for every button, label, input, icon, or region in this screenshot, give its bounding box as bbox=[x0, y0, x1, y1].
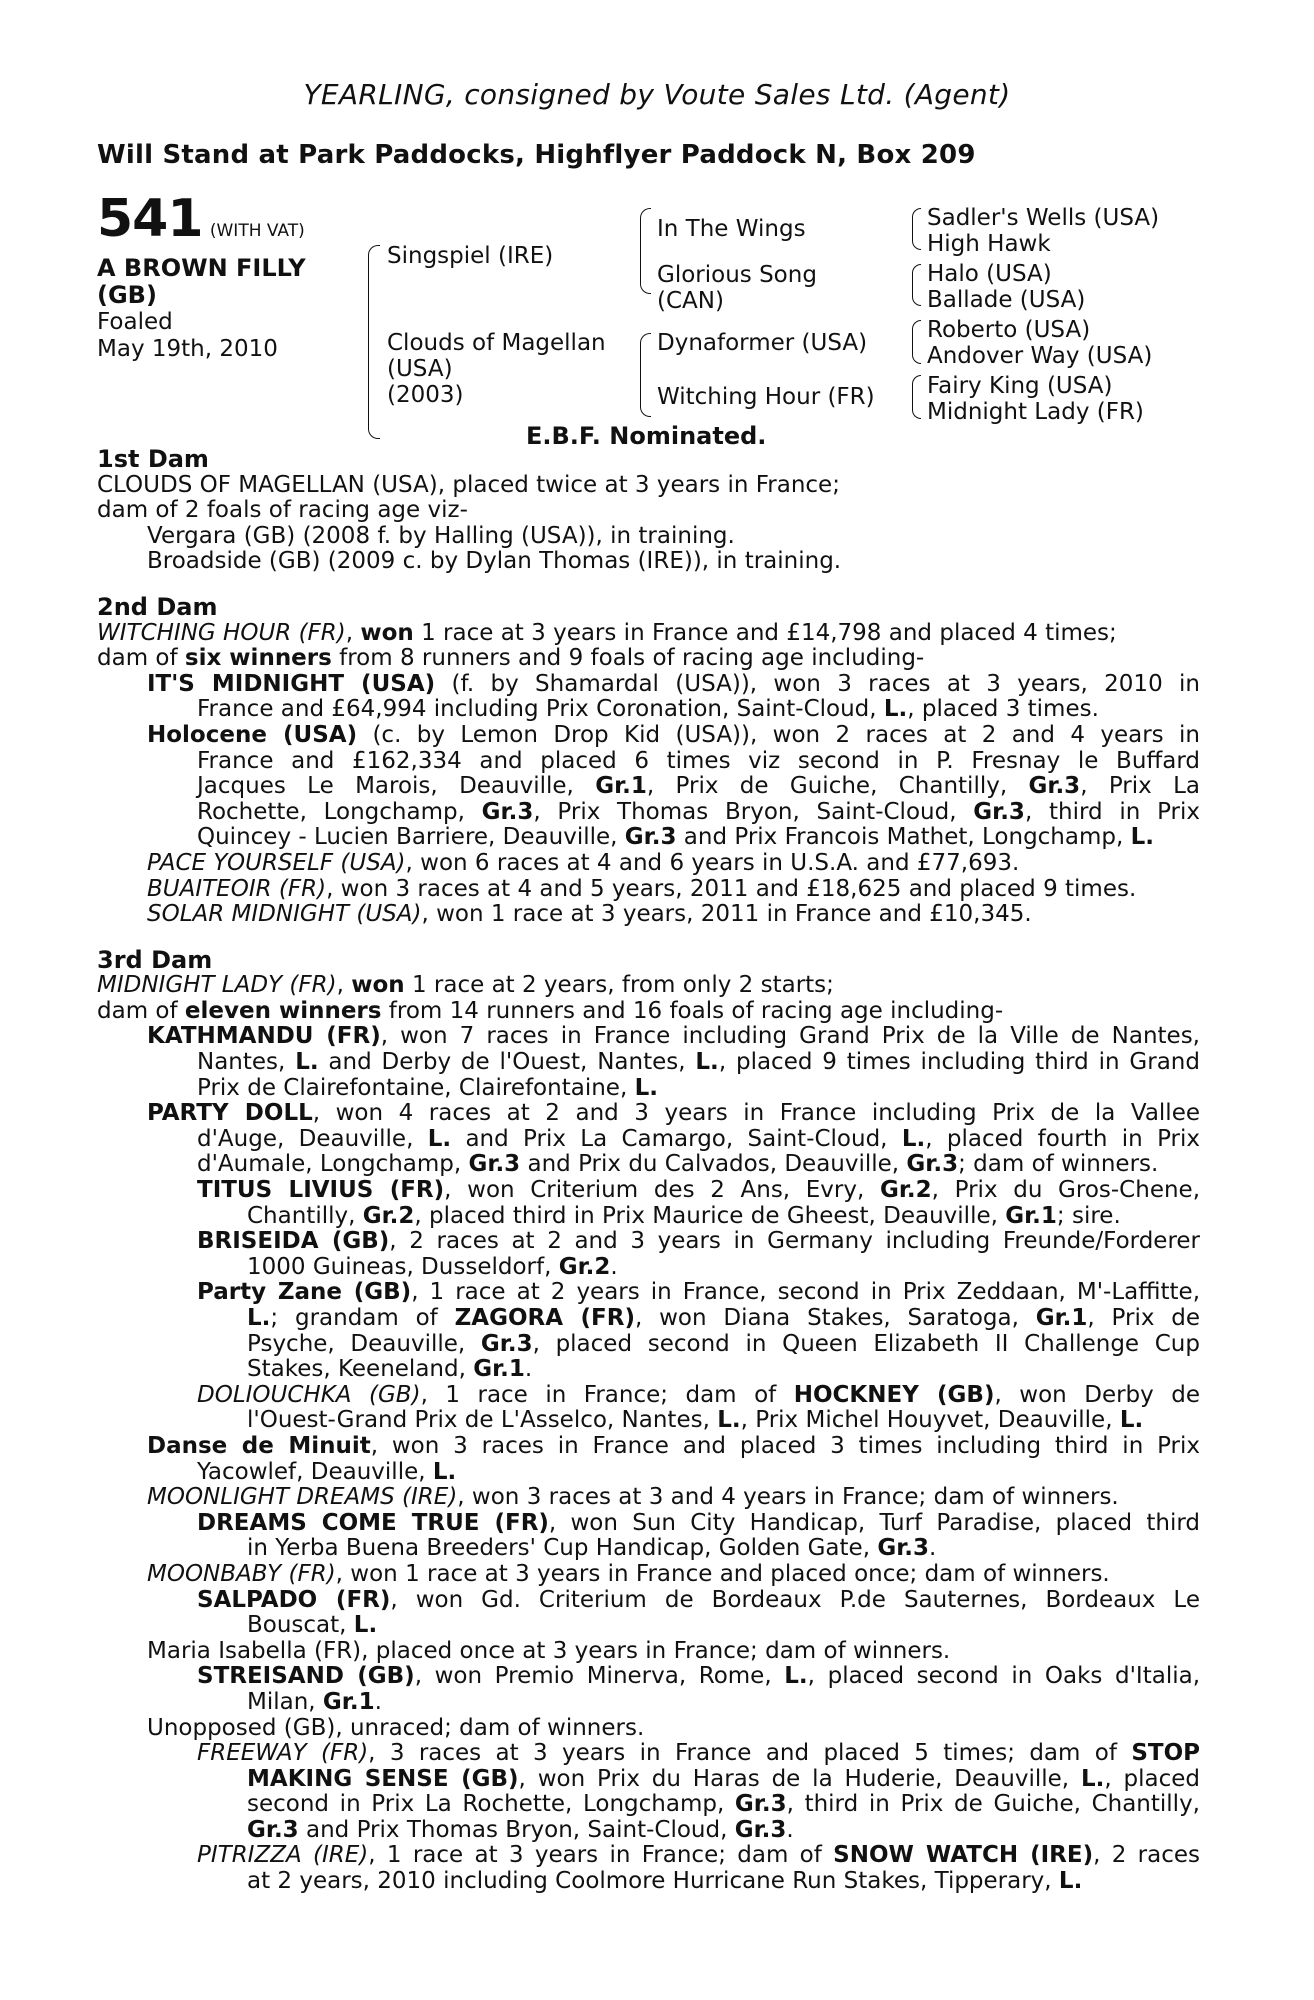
lot-number: 541 bbox=[97, 189, 203, 249]
brace-sire bbox=[640, 208, 651, 294]
text-run: , won Diana Stakes, Saratoga, bbox=[635, 1305, 1036, 1331]
text-run: , placed third in Prix Maurice de Gheest, Deauville, bbox=[414, 1202, 1006, 1229]
brace-dam bbox=[640, 333, 651, 417]
foaled-label: Foaled bbox=[97, 309, 173, 335]
text-run: dam of bbox=[97, 645, 185, 672]
text-line bbox=[97, 1536, 1200, 1562]
text-run: Gr.3 bbox=[906, 1151, 959, 1178]
text-run: MOONBABY (FR) bbox=[147, 1560, 336, 1587]
text-run: Gr.3 bbox=[480, 1330, 533, 1357]
text-run: SNOW WATCH (IRE) bbox=[833, 1842, 1094, 1869]
ped-gg1: Sadler's Wells (USA) bbox=[927, 205, 1160, 231]
text-run: Jacques Le Marois, Deauville, bbox=[197, 773, 596, 800]
text-run: MAKING SENSE (GB) bbox=[247, 1765, 519, 1792]
text-run: , 3 races at 3 years in France and placed 5 times; dam of bbox=[368, 1740, 1132, 1767]
ped-dam-dam: Witching Hour (FR) bbox=[657, 384, 875, 410]
text-line bbox=[97, 1383, 1200, 1409]
text-run: Vergara (GB) (2008 f. by Halling (USA)), in training. bbox=[147, 522, 735, 549]
text-run: , won 1 race at 3 years, 2011 in France and £10,345. bbox=[421, 901, 1032, 928]
text-run: , won Criterium des 2 Ans, Evry, bbox=[444, 1177, 880, 1204]
text-run: . bbox=[929, 1535, 937, 1562]
text-line bbox=[97, 1767, 1200, 1793]
text-line bbox=[97, 1229, 1200, 1255]
text-run: Unopposed (GB), unraced; dam of winners. bbox=[147, 1714, 645, 1741]
text-line bbox=[97, 1741, 1200, 1767]
lot-description-line1: A BROWN FILLY bbox=[97, 254, 306, 282]
text-run: won bbox=[351, 972, 405, 999]
text-run: L. bbox=[883, 696, 908, 723]
brace-gg4 bbox=[912, 375, 921, 419]
text-run: Gr.3 bbox=[1028, 773, 1081, 800]
ped-gg2: High Hawk bbox=[927, 231, 1051, 257]
text-run: France and £64,994 including Prix Coronation, Saint-Cloud, bbox=[197, 696, 884, 723]
text-run: Gr.1 bbox=[322, 1688, 375, 1715]
text-run: FREEWAY (FR) bbox=[197, 1740, 369, 1767]
text-run: Milan, bbox=[247, 1688, 323, 1715]
text-run: , 2 races at 2 and 3 years in Germany including Freunde/Forderer bbox=[389, 1228, 1201, 1255]
text-line bbox=[97, 1869, 1200, 1895]
text-run: , bbox=[345, 619, 361, 646]
text-run: Danse de Minuit bbox=[147, 1432, 371, 1459]
text-run: Broadside (GB) (2009 c. by Dylan Thomas (IRE)), in training. bbox=[147, 548, 842, 575]
text-run: DOLIOUCHKA (GB) bbox=[197, 1381, 421, 1408]
text-run: Gr.3 bbox=[973, 798, 1025, 825]
text-run: PACE YOURSELF (USA) bbox=[147, 849, 406, 876]
text-run: Stakes, Keeneland, bbox=[247, 1356, 474, 1383]
text-run: ; sire. bbox=[1056, 1202, 1121, 1229]
ped-dam-line3: (2003) bbox=[387, 382, 464, 408]
text-run: , placed 3 times. bbox=[907, 696, 1099, 723]
text-run: , won 7 races in France including Grand Prix de la Ville de Nantes, bbox=[380, 1023, 1200, 1050]
text-run: L. bbox=[295, 1049, 319, 1076]
text-run: d'Auge, Deauville, bbox=[197, 1125, 428, 1152]
text-run: , 1 race in France; dam of bbox=[420, 1381, 794, 1408]
text-run: , won 3 races in France and placed 3 times including third in Prix bbox=[370, 1432, 1200, 1459]
section-gap bbox=[97, 575, 1200, 595]
text-run: , Prix du Gros-Chene, bbox=[931, 1177, 1201, 1204]
text-run: L. bbox=[247, 1305, 271, 1331]
text-run: , third in Prix bbox=[1024, 798, 1200, 825]
text-run: , won 4 races at 2 and 3 years in France including Prix de la Vallee bbox=[312, 1100, 1200, 1127]
vat-note: (WITH VAT) bbox=[209, 221, 305, 241]
text-run: BRISEIDA (GB) bbox=[197, 1228, 390, 1255]
text-run: STREISAND (GB) bbox=[197, 1663, 415, 1690]
text-line bbox=[97, 524, 1200, 550]
text-line bbox=[97, 1357, 1200, 1383]
text-line bbox=[97, 1818, 1200, 1844]
text-run: L. bbox=[432, 1458, 457, 1485]
text-line bbox=[97, 851, 1200, 877]
text-run: KATHMANDU (FR) bbox=[147, 1023, 381, 1050]
brace-parents bbox=[368, 245, 380, 439]
text-run: Gr.3 bbox=[247, 1816, 299, 1843]
text-line bbox=[97, 723, 1200, 749]
text-run: L. bbox=[1130, 824, 1155, 851]
text-run: d'Aumale, Longchamp, bbox=[197, 1151, 469, 1178]
text-run: , placed bbox=[1104, 1765, 1200, 1792]
text-run: second in Prix La Rochette, Longchamp, bbox=[247, 1791, 735, 1818]
text-run: ZAGORA (FR) bbox=[454, 1305, 635, 1331]
text-line bbox=[97, 1485, 1200, 1511]
text-run: , won Prix du Haras de la Huderie, Deauville, bbox=[518, 1765, 1081, 1792]
header-title: YEARLING, consigned by Voute Sales Ltd. (Agent) bbox=[303, 78, 1011, 111]
text-line bbox=[97, 1511, 1200, 1537]
brace-gg3 bbox=[912, 320, 921, 364]
text-run: and Prix Thomas Bryon, Saint-Cloud, bbox=[298, 1816, 735, 1843]
text-run: Maria Isabella (FR), placed once at 3 years in France; dam of winners. bbox=[147, 1637, 951, 1664]
text-line bbox=[97, 473, 1200, 499]
text-line bbox=[97, 1152, 1200, 1178]
text-line bbox=[97, 825, 1200, 851]
section-heading-1st-dam: 1st Dam bbox=[97, 445, 209, 473]
lot-description bbox=[97, 255, 357, 309]
text-run: L. bbox=[901, 1125, 926, 1152]
text-run: CLOUDS OF MAGELLAN (USA), placed twice at 3 years in France; bbox=[97, 471, 840, 498]
text-run: ; dam of winners. bbox=[958, 1151, 1159, 1178]
text-run: l'Ouest-Grand Prix de L'Asselco, Nantes, bbox=[247, 1407, 718, 1434]
text-line bbox=[97, 749, 1200, 775]
stand-location: Will Stand at Park Paddocks, Highflyer Paddock N, Box 209 bbox=[97, 140, 976, 170]
text-run: Gr.3 bbox=[481, 798, 534, 825]
text-run: PARTY DOLL bbox=[147, 1100, 313, 1127]
text-run: Psyche, Deauville, bbox=[247, 1330, 481, 1357]
text-line bbox=[97, 1460, 1200, 1486]
text-line bbox=[97, 1690, 1200, 1716]
text-run: Gr.3 bbox=[734, 1791, 787, 1818]
ped-dam-sire: Dynaformer (USA) bbox=[657, 330, 868, 356]
text-run: , 1 race at 3 years in France; dam of bbox=[368, 1842, 834, 1869]
text-run: Gr.3 bbox=[734, 1816, 787, 1843]
ped-sire-dam-line1: Glorious Song bbox=[657, 262, 817, 288]
text-run: and Prix du Calvados, Deauville, bbox=[520, 1151, 907, 1178]
ped-sire-sire: In The Wings bbox=[657, 216, 806, 242]
text-run: , won Premio Minerva, Rome, bbox=[414, 1663, 785, 1690]
text-line bbox=[97, 902, 1200, 928]
text-line bbox=[97, 549, 1200, 575]
text-run: MIDNIGHT LADY (FR) bbox=[97, 972, 337, 999]
text-line bbox=[97, 999, 1200, 1025]
text-line bbox=[97, 1613, 1200, 1639]
text-run: L. bbox=[784, 1663, 808, 1690]
text-line bbox=[97, 1332, 1200, 1358]
text-line bbox=[97, 1664, 1200, 1690]
text-run: won bbox=[360, 619, 414, 646]
text-run: MOONLIGHT DREAMS (IRE) bbox=[147, 1484, 458, 1511]
text-run: , placed second in Oaks d'Italia, bbox=[807, 1663, 1200, 1690]
text-run: six winners bbox=[184, 645, 332, 672]
text-line bbox=[97, 1639, 1200, 1665]
text-run: BUAITEOIR (FR) bbox=[147, 875, 327, 902]
text-run: , placed 9 times including third in Grand bbox=[718, 1049, 1200, 1076]
text-run: , Prix La bbox=[1080, 773, 1201, 800]
text-line bbox=[97, 973, 1200, 999]
text-run: from 8 runners and 9 foals of racing age including- bbox=[331, 645, 925, 672]
text-run: HOCKNEY (GB) bbox=[793, 1381, 995, 1408]
ped-gg4: Ballade (USA) bbox=[927, 287, 1086, 313]
text-run: , won 3 races at 3 and 4 years in France; dam of winners. bbox=[457, 1484, 1119, 1511]
text-run: , won 1 race at 3 years in France and placed once; dam of winners. bbox=[335, 1560, 1110, 1587]
text-line bbox=[97, 1255, 1200, 1281]
text-run: Gr.2 bbox=[879, 1177, 932, 1204]
brace-gg2 bbox=[912, 264, 921, 306]
text-run: Gr.1 bbox=[473, 1356, 525, 1383]
section-heading-3rd-dam: 3rd Dam bbox=[97, 945, 213, 974]
text-run: Nantes, bbox=[197, 1049, 296, 1076]
text-run: , won 3 races at 4 and 5 years, 2011 and £18,625 and placed 9 times. bbox=[326, 875, 1137, 902]
text-run: 1 race at 3 years in France and £14,798 and placed 4 times; bbox=[413, 619, 1117, 646]
text-run: 1000 Guineas, Dusseldorf, bbox=[247, 1253, 559, 1280]
text-run: TITUS LIVIUS (FR) bbox=[197, 1177, 445, 1204]
text-line bbox=[97, 1562, 1200, 1588]
ped-dam-line2: (USA) bbox=[387, 356, 453, 382]
ped-gg6: Andover Way (USA) bbox=[927, 343, 1153, 369]
text-run: . bbox=[374, 1688, 382, 1715]
text-line bbox=[97, 1306, 1200, 1332]
text-run: and Derby de l'Ouest, Nantes, bbox=[318, 1049, 696, 1076]
brace-gg1 bbox=[912, 208, 921, 250]
text-line bbox=[97, 1792, 1200, 1818]
lot-block bbox=[97, 189, 357, 363]
text-run: , 2 races bbox=[1093, 1842, 1200, 1869]
ped-gg7: Fairy King (USA) bbox=[927, 373, 1113, 399]
text-run: , won Sun City Handicap, Turf Paradise, placed third bbox=[548, 1509, 1200, 1536]
text-run: , third in Prix de Guiche, Chantilly, bbox=[786, 1791, 1200, 1818]
text-run: SALPADO (FR) bbox=[197, 1586, 391, 1613]
text-run: France and £162,334 and placed 6 times viz second in P. Fresnay le Buffard bbox=[197, 747, 1200, 774]
text-run: Gr.3 bbox=[468, 1151, 521, 1178]
text-run: , placed fourth in Prix bbox=[925, 1125, 1200, 1152]
text-run: L. bbox=[717, 1407, 741, 1434]
ped-dam-line1: Clouds of Magellan bbox=[387, 330, 606, 356]
text-run: L. bbox=[1119, 1407, 1144, 1434]
text-line bbox=[97, 646, 1200, 672]
text-line bbox=[97, 1843, 1200, 1869]
text-line bbox=[97, 774, 1200, 800]
foaled-date: May 19th, 2010 bbox=[97, 336, 278, 362]
text-run: Gr.3 bbox=[877, 1535, 930, 1562]
text-run: , Prix de Guiche, Chantilly, bbox=[646, 773, 1029, 800]
text-run: (c. by Lemon Drop Kid (USA)), won 2 races at 2 and 4 years in bbox=[357, 721, 1200, 748]
text-run: , won Derby de bbox=[994, 1381, 1200, 1408]
text-run: Chantilly, bbox=[247, 1202, 363, 1229]
text-line bbox=[97, 1178, 1200, 1204]
text-run: and Prix Francois Mathet, Longchamp, bbox=[676, 824, 1131, 851]
text-run: , won 6 races at 4 and 6 years in U.S.A. and £77,693. bbox=[405, 849, 1020, 876]
text-run: Gr.1 bbox=[1005, 1202, 1057, 1229]
text-line bbox=[97, 1408, 1200, 1434]
text-run: in Yerba Buena Breeders' Cup Handicap, Golden Gate, bbox=[247, 1535, 878, 1562]
text-run: . bbox=[524, 1356, 533, 1383]
text-line bbox=[97, 1434, 1200, 1460]
text-run: Quincey - Lucien Barriere, Deauville, bbox=[197, 824, 625, 851]
text-run: . bbox=[610, 1253, 618, 1280]
text-run: Holocene (USA) bbox=[147, 721, 358, 748]
text-run: (f. by Shamardal (USA)), won 3 races at 3 years, 2010 in bbox=[435, 670, 1200, 697]
text-run: . bbox=[786, 1816, 794, 1843]
text-line bbox=[97, 1076, 1200, 1102]
text-run: Gr.2 bbox=[362, 1202, 415, 1229]
text-run: , placed second in Queen Elizabeth II Challenge Cup bbox=[532, 1330, 1200, 1357]
text-line bbox=[97, 697, 1200, 723]
text-run: L. bbox=[1080, 1765, 1105, 1792]
text-run: dam of bbox=[97, 997, 185, 1024]
text-run: , Prix Thomas Bryon, Saint-Cloud, bbox=[533, 798, 974, 825]
text-run: L. bbox=[1058, 1868, 1083, 1895]
text-line bbox=[97, 1204, 1200, 1230]
text-run: Gr.3 bbox=[624, 824, 677, 851]
text-run: eleven winners bbox=[184, 997, 382, 1024]
text-run: Gr.1 bbox=[595, 773, 647, 800]
ped-sire: Singspiel (IRE) bbox=[387, 243, 554, 269]
text-run: , bbox=[336, 972, 352, 999]
text-run: , Prix de bbox=[1087, 1305, 1201, 1331]
text-line bbox=[97, 877, 1200, 903]
text-run: from 14 runners and 16 foals of racing age including- bbox=[381, 997, 1004, 1024]
text-line bbox=[97, 621, 1200, 647]
text-run: L. bbox=[427, 1125, 452, 1152]
text-run: ; grandam of bbox=[270, 1305, 455, 1331]
ped-gg3: Halo (USA) bbox=[927, 261, 1052, 287]
text-run: Rochette, Longchamp, bbox=[197, 798, 482, 825]
section-gap bbox=[97, 928, 1200, 948]
text-run: STOP bbox=[1131, 1740, 1200, 1767]
text-run: , Prix Michel Houyvet, Deauville, bbox=[740, 1407, 1120, 1434]
lot-description-line2: (GB) bbox=[97, 281, 157, 309]
ped-sire-dam-line2: (CAN) bbox=[657, 288, 724, 314]
ebf-nominated: E.B.F. Nominated. bbox=[526, 422, 767, 450]
ped-gg5: Roberto (USA) bbox=[927, 317, 1091, 343]
text-line bbox=[97, 1101, 1200, 1127]
text-run: Party Zane (GB) bbox=[197, 1279, 412, 1306]
text-line bbox=[97, 1024, 1200, 1050]
text-line bbox=[97, 1588, 1200, 1614]
text-run: Prix de Clairefontaine, Clairefontaine, bbox=[197, 1074, 635, 1101]
text-line bbox=[97, 1050, 1200, 1076]
text-run: and Prix La Camargo, Saint-Cloud, bbox=[451, 1125, 902, 1152]
produce-record bbox=[97, 447, 1200, 1895]
ped-gg8: Midnight Lady (FR) bbox=[927, 399, 1144, 425]
text-run: DREAMS COME TRUE (FR) bbox=[197, 1509, 549, 1536]
text-run: SOLAR MIDNIGHT (USA) bbox=[147, 901, 422, 928]
text-run: PITRIZZA (IRE) bbox=[197, 1842, 369, 1869]
text-run: L. bbox=[634, 1074, 658, 1101]
text-line bbox=[97, 672, 1200, 698]
text-run: , 1 race at 2 years in France, second in Prix Zeddaan, M'-Laffitte, bbox=[411, 1279, 1201, 1306]
section-heading-2nd-dam: 2nd Dam bbox=[97, 592, 218, 621]
text-line bbox=[97, 498, 1200, 524]
text-run: L. bbox=[695, 1049, 719, 1076]
text-run: Gr.2 bbox=[558, 1253, 611, 1280]
text-run: WITCHING HOUR (FR) bbox=[97, 619, 346, 646]
text-run: , won Gd. Criterium de Bordeaux P.de Sauternes, Bordeaux Le bbox=[390, 1586, 1200, 1613]
text-run: IT'S MIDNIGHT (USA) bbox=[147, 670, 436, 697]
text-run: Bouscat, bbox=[247, 1612, 354, 1639]
text-line bbox=[97, 1716, 1200, 1742]
text-run: Gr.1 bbox=[1035, 1305, 1088, 1331]
text-line bbox=[97, 1127, 1200, 1153]
text-run: at 2 years, 2010 including Coolmore Hurricane Run Stakes, Tipperary, bbox=[247, 1868, 1059, 1895]
text-run: Yacowlef, Deauville, bbox=[197, 1458, 433, 1485]
text-run: 1 race at 2 years, from only 2 starts; bbox=[404, 972, 834, 999]
text-line bbox=[97, 1280, 1200, 1306]
text-run: dam of 2 foals of racing age viz- bbox=[97, 497, 468, 524]
text-line bbox=[97, 800, 1200, 826]
text-run: L. bbox=[353, 1612, 378, 1639]
